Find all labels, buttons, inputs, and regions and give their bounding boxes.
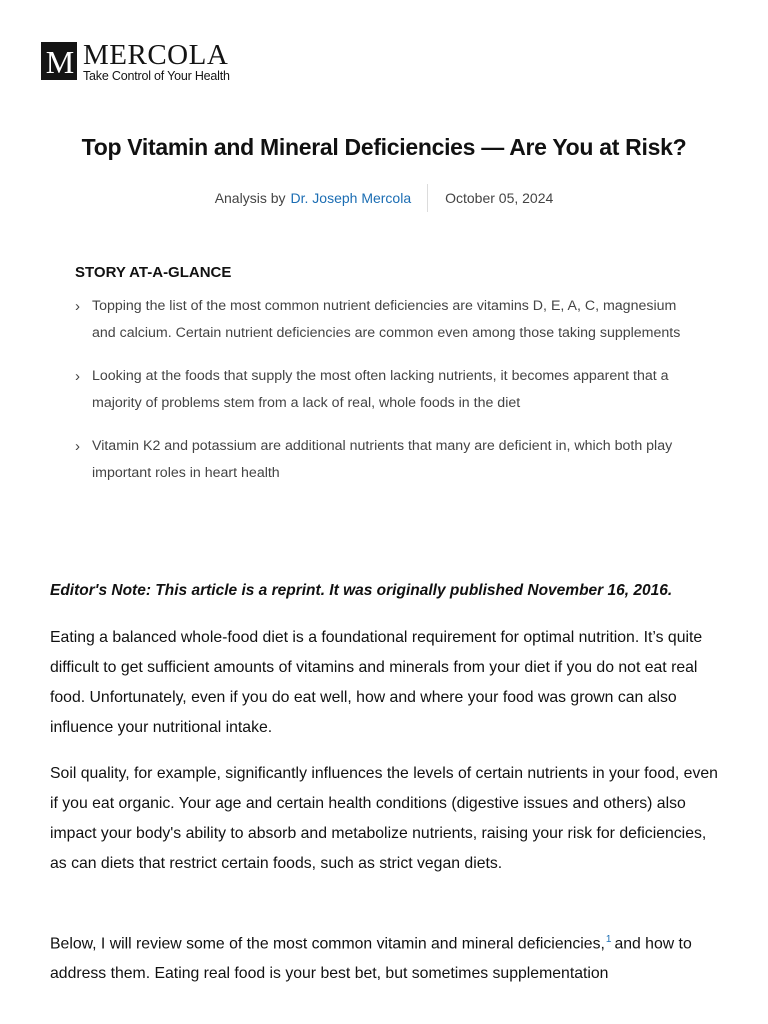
glance-item (75, 433, 695, 487)
glance-heading: STORY AT-A-GLANCE (75, 264, 232, 281)
paragraph-3-text-end: and how to address them. Eating real food is your best bet, but sometimes supplementation (50, 935, 692, 983)
byline (0, 184, 768, 212)
glance-item-text: Topping the list of the most common nutrient deficiencies are vitamins D, E, A, C, magnesium and calcium. Certain nutrient deficiencies are common even among those taking supplements (92, 298, 681, 341)
glance-item-text: Vitamin K2 and potassium are additional nutrients that many are deficient in, which both play important roles in heart health (92, 438, 673, 481)
logo-mark: M (41, 42, 77, 80)
byline-divider (427, 184, 428, 212)
body-paragraph-1: Eating a balanced whole-food diet is a foundational requirement for optimal nutrition. It’s quite difficult to get sufficient amounts of vitamins and minerals from your diet if you do not eat real food. Unfortunately, even if you do eat well, how and where your food was grown can also influence your nutritional intake. (50, 629, 703, 736)
publish-date: October 05, 2024 (445, 190, 554, 206)
chevron-right-icon: › (75, 438, 80, 455)
glance-item-text: Looking at the foods that supply the most often lacking nutrients, it becomes apparent that a majority of problems stem from a lack of real, whole foods in the diet (92, 368, 669, 411)
footnote-link[interactable]: 1 (605, 934, 612, 945)
article-title: Top Vitamin and Mineral Deficiencies — Are You at Risk? (81, 134, 687, 160)
site-logo[interactable] (41, 39, 230, 83)
chevron-right-icon: › (75, 368, 80, 385)
paragraph-3-text-start: Below, I will review some of the most common vitamin and mineral deficiencies, (50, 935, 605, 953)
glance-item (75, 293, 695, 347)
editors-note: Editor's Note: This article is a reprint. It was originally published November 16, 2016. (50, 582, 673, 599)
logo-name: MERCOLA (83, 39, 229, 71)
logo-tagline: Take Control of Your Health (83, 69, 230, 83)
logo-text (83, 39, 230, 83)
body-paragraph-2: Soil quality, for example, significantly influences the levels of certain nutrients in your food, even if you eat organic. Your age and certain health conditions (digestive issues and others) also impact your body's ability to absorb and metabolize nutrients, raising your risk for deficiencies, as can diets that restrict certain foods, such as strict vegan diets. (50, 765, 718, 872)
story-at-a-glance (75, 264, 695, 503)
author-link[interactable]: Dr. Joseph Mercola (290, 190, 412, 206)
chevron-right-icon: › (75, 298, 80, 315)
glance-item (75, 363, 695, 417)
byline-prefix: Analysis by (214, 190, 286, 206)
body-paragraph-3 (50, 925, 722, 989)
